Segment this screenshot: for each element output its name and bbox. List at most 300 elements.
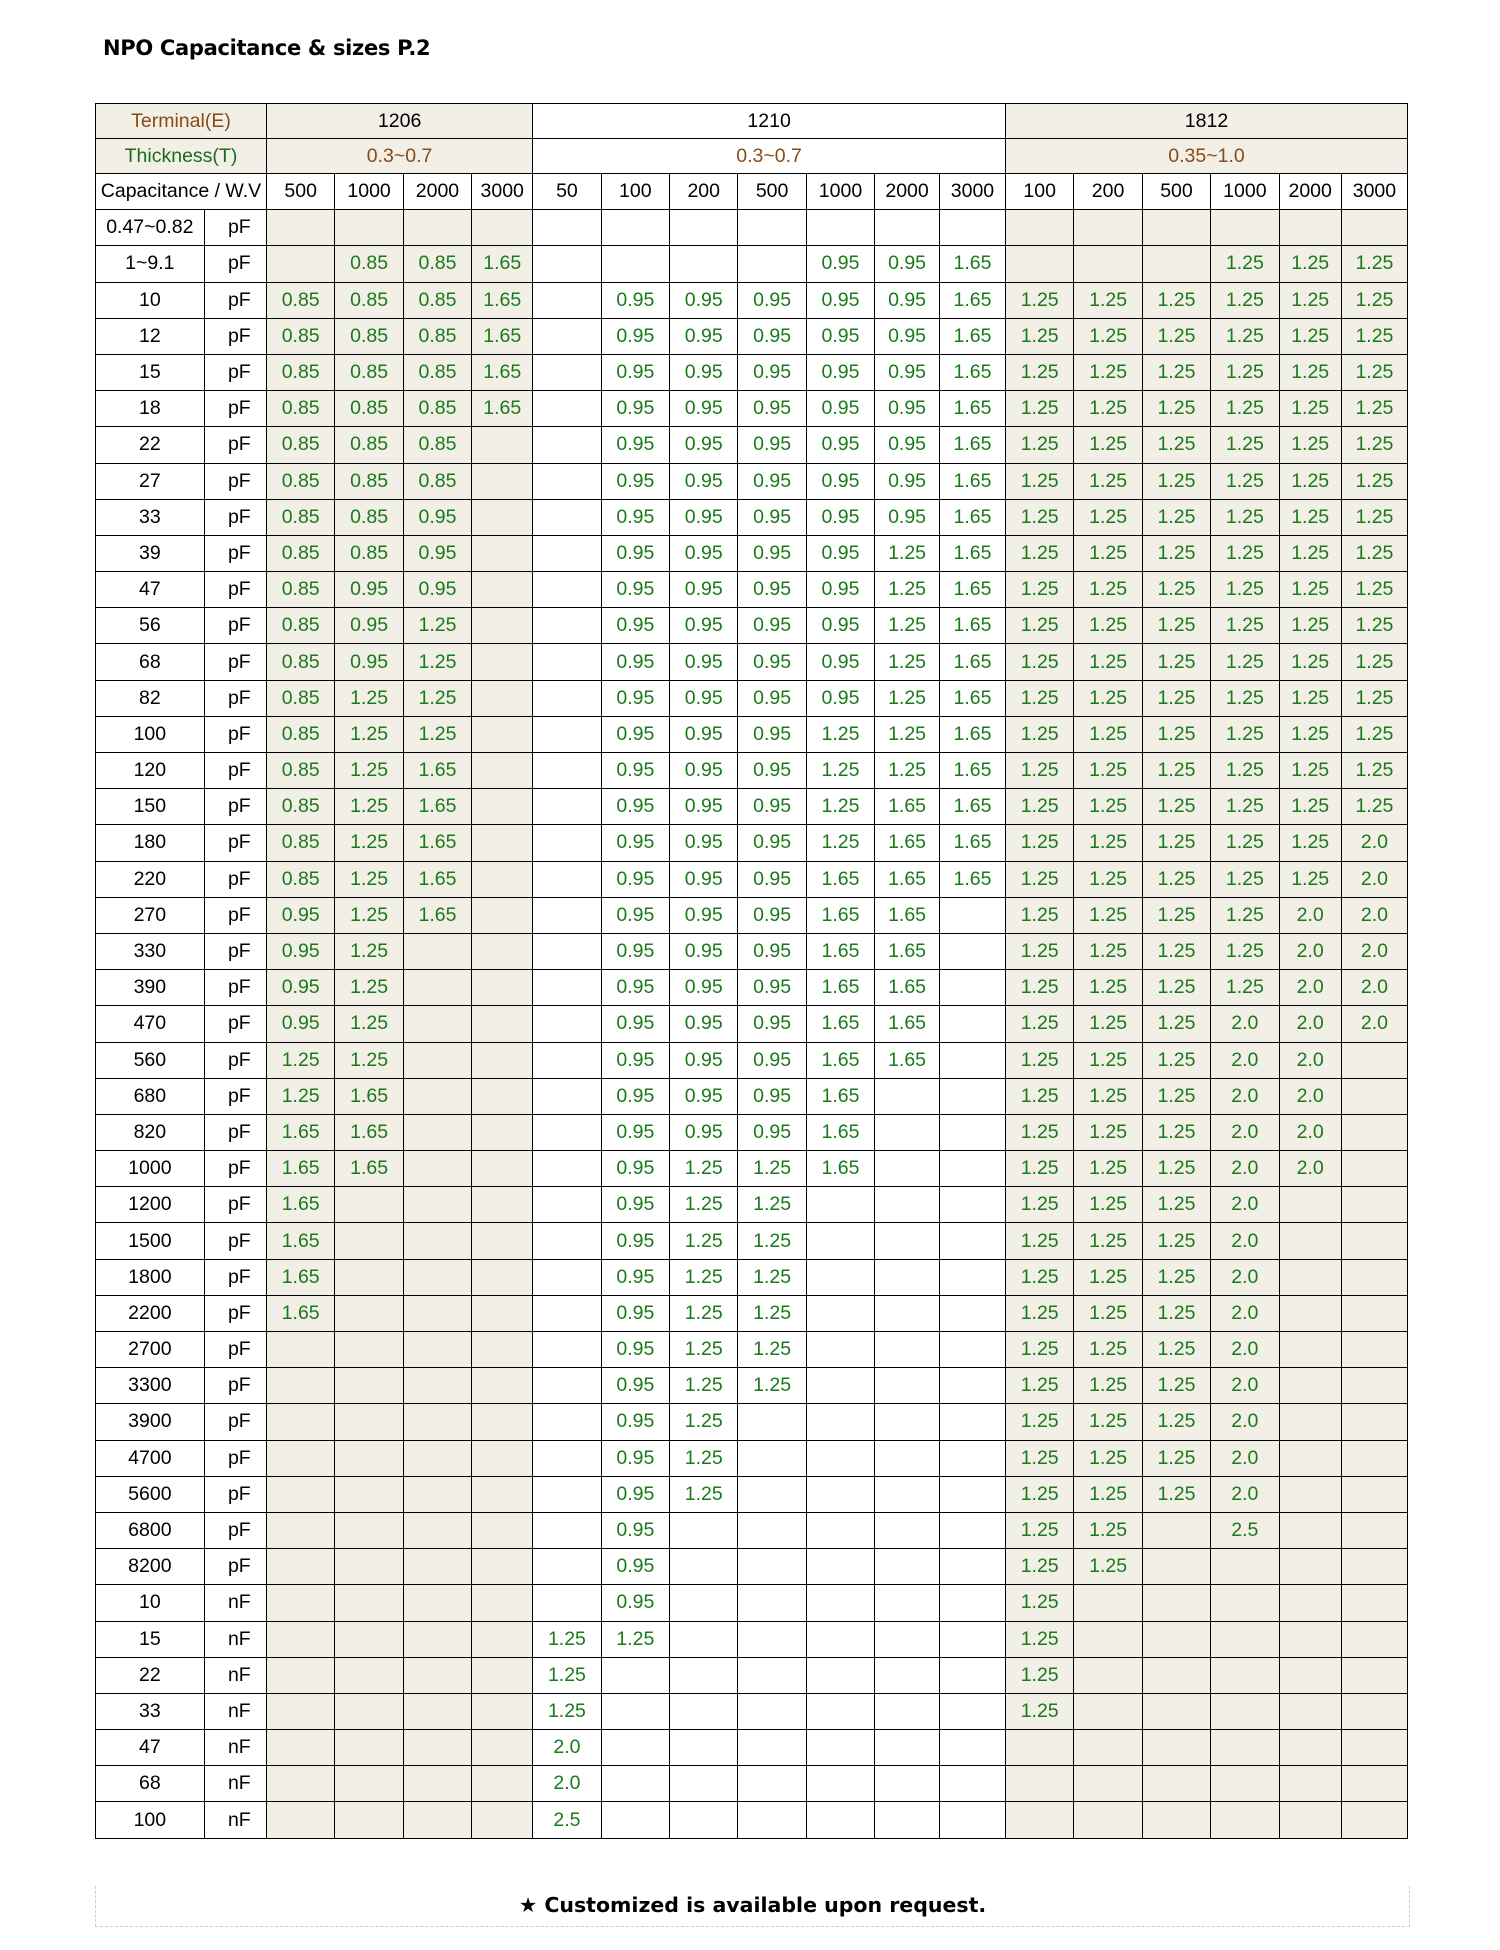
thickness-cell — [670, 1512, 738, 1548]
thickness-cell: 1.25 — [1279, 716, 1341, 752]
thickness-cell: 2.0 — [1279, 1006, 1341, 1042]
thickness-cell: 0.95 — [601, 861, 669, 897]
capacitance-unit: pF — [204, 1006, 266, 1042]
thickness-cell: 0.95 — [601, 1151, 669, 1187]
thickness-cell: 1.25 — [335, 1042, 403, 1078]
thickness-cell: 1.65 — [939, 427, 1005, 463]
thickness-cell: 1.25 — [1005, 1476, 1073, 1512]
thickness-cell: 1.25 — [1074, 391, 1142, 427]
thickness-cell: 1.25 — [1005, 825, 1073, 861]
table-row — [96, 1621, 1408, 1657]
thickness-cell — [806, 1332, 874, 1368]
thickness-cell — [472, 1476, 533, 1512]
capacitance-unit: nF — [204, 1585, 266, 1621]
thickness-cell — [875, 1440, 940, 1476]
table-row — [96, 1766, 1408, 1802]
thickness-cell — [266, 1802, 334, 1838]
thickness-cell: 2.0 — [1341, 897, 1407, 933]
thickness-cell: 0.95 — [670, 753, 738, 789]
thickness-cell — [533, 391, 601, 427]
thickness-cell: 0.95 — [601, 680, 669, 716]
thickness-cell: 0.95 — [670, 427, 738, 463]
thickness-cell — [1142, 1766, 1210, 1802]
thickness-cell: 1.65 — [939, 680, 1005, 716]
thickness-cell — [472, 463, 533, 499]
thickness-cell: 1.25 — [1341, 572, 1407, 608]
thickness-cell: 1.25 — [1279, 789, 1341, 825]
thickness-cell: 1.25 — [1211, 282, 1279, 318]
thickness-cell: 1.25 — [533, 1693, 601, 1729]
thickness-cell: 0.85 — [266, 825, 334, 861]
thickness-cell: 1.65 — [806, 1151, 874, 1187]
thickness-cell: 0.95 — [601, 825, 669, 861]
capacitance-unit: pF — [204, 897, 266, 933]
thickness-cell: 1.25 — [1211, 391, 1279, 427]
capacitance-value: 560 — [96, 1042, 205, 1078]
thickness-cell: 0.85 — [335, 246, 403, 282]
thickness-cell: 1.25 — [1005, 1585, 1073, 1621]
thickness-cell: 1.25 — [1074, 427, 1142, 463]
thickness-cell — [1005, 1766, 1073, 1802]
thickness-cell: 2.0 — [1279, 1042, 1341, 1078]
capacitance-value: 56 — [96, 608, 205, 644]
thickness-cell — [1279, 210, 1341, 246]
thickness-cell: 1.25 — [1211, 861, 1279, 897]
thickness-cell — [472, 825, 533, 861]
thickness-cell — [403, 210, 471, 246]
thickness-cell — [738, 1549, 806, 1585]
capacitance-value: 39 — [96, 535, 205, 571]
thickness-cell: 2.0 — [1211, 1295, 1279, 1331]
thickness-cell: 1.65 — [875, 1006, 940, 1042]
thickness-cell: 0.95 — [601, 572, 669, 608]
capacitance-unit: pF — [204, 825, 266, 861]
thickness-cell: 1.25 — [1074, 1476, 1142, 1512]
thickness-cell — [939, 1295, 1005, 1331]
thickness-cell — [472, 1259, 533, 1295]
thickness-cell — [601, 1766, 669, 1802]
thickness-cell — [1279, 1657, 1341, 1693]
thickness-cell: 0.95 — [670, 861, 738, 897]
thickness-cell — [1005, 210, 1073, 246]
thickness-cell: 1.25 — [1074, 318, 1142, 354]
thickness-cell: 0.85 — [266, 354, 334, 390]
thickness-cell — [939, 1476, 1005, 1512]
capacitance-unit: nF — [204, 1802, 266, 1838]
thickness-cell: 0.95 — [601, 463, 669, 499]
thickness-cell — [1341, 1114, 1407, 1150]
thickness-cell: 1.25 — [875, 716, 940, 752]
thickness-cell — [403, 1512, 471, 1548]
thickness-cell: 1.25 — [670, 1404, 738, 1440]
thickness-cell: 1.25 — [1142, 897, 1210, 933]
table-row — [96, 1006, 1408, 1042]
table-row — [96, 1585, 1408, 1621]
thickness-cell: 1.25 — [403, 608, 471, 644]
table-row — [96, 1657, 1408, 1693]
thickness-cell: 2.0 — [1279, 970, 1341, 1006]
thickness-cell — [806, 1259, 874, 1295]
thickness-cell: 0.95 — [738, 680, 806, 716]
thickness-cell: 0.95 — [601, 391, 669, 427]
thickness-cell — [472, 753, 533, 789]
thickness-cell — [266, 246, 334, 282]
thickness-cell — [875, 1766, 940, 1802]
thickness-cell: 1.65 — [806, 861, 874, 897]
thickness-cell: 1.25 — [1142, 1042, 1210, 1078]
thickness-cell: 0.95 — [601, 1512, 669, 1548]
thickness-cell — [806, 1730, 874, 1766]
thickness-cell — [875, 1404, 940, 1440]
capacitance-unit: pF — [204, 1440, 266, 1476]
capacitance-value: 18 — [96, 391, 205, 427]
thickness-cell: 1.25 — [670, 1368, 738, 1404]
thickness-cell: 0.95 — [670, 463, 738, 499]
thickness-cell — [1279, 1187, 1341, 1223]
thickness-cell: 2.0 — [1211, 1078, 1279, 1114]
thickness-cell: 1.25 — [335, 861, 403, 897]
thickness-cell: 1.25 — [1142, 1259, 1210, 1295]
thickness-cell — [1341, 1078, 1407, 1114]
thickness-cell: 0.95 — [601, 318, 669, 354]
thickness-cell — [533, 608, 601, 644]
thickness-cell: 0.85 — [266, 572, 334, 608]
thickness-cell: 1.25 — [1279, 463, 1341, 499]
thickness-cell: 0.95 — [266, 897, 334, 933]
thickness-cell: 0.95 — [738, 1006, 806, 1042]
thickness-cell — [875, 1730, 940, 1766]
thickness-cell — [472, 789, 533, 825]
thickness-cell — [335, 1440, 403, 1476]
thickness-cell: 1.65 — [266, 1151, 334, 1187]
thickness-cell: 1.25 — [1279, 499, 1341, 535]
thickness-cell — [875, 1151, 940, 1187]
thickness-cell — [403, 1440, 471, 1476]
thickness-cell — [1142, 1585, 1210, 1621]
thickness-cell — [472, 1006, 533, 1042]
thickness-cell — [335, 1657, 403, 1693]
thickness-cell: 1.25 — [1142, 1404, 1210, 1440]
thickness-cell: 0.95 — [601, 1440, 669, 1476]
thickness-cell — [335, 1259, 403, 1295]
thickness-cell: 1.25 — [1074, 1223, 1142, 1259]
thickness-cell: 1.65 — [806, 970, 874, 1006]
thickness-cell: 0.95 — [738, 970, 806, 1006]
thickness-cell: 0.95 — [738, 897, 806, 933]
thickness-cell — [533, 1404, 601, 1440]
thickness-cell: 0.85 — [266, 608, 334, 644]
thickness-cell — [806, 1404, 874, 1440]
thickness-cell: 1.25 — [1005, 1332, 1073, 1368]
thickness-cell — [939, 1585, 1005, 1621]
thickness-cell: 1.25 — [1005, 318, 1073, 354]
thickness-cell: 0.95 — [806, 282, 874, 318]
thickness-cell — [533, 1006, 601, 1042]
thickness-cell: 1.25 — [1074, 1042, 1142, 1078]
thickness-cell — [533, 535, 601, 571]
thickness-cell — [1279, 1295, 1341, 1331]
thickness-cell: 0.95 — [266, 970, 334, 1006]
table-row — [96, 572, 1408, 608]
thickness-cell: 2.0 — [533, 1730, 601, 1766]
thickness-cell — [335, 210, 403, 246]
thickness-cell: 1.25 — [533, 1621, 601, 1657]
thickness-cell: 0.95 — [738, 1078, 806, 1114]
capacitance-value: 1800 — [96, 1259, 205, 1295]
thickness-cell: 1.25 — [670, 1476, 738, 1512]
thickness-cell: 1.25 — [670, 1440, 738, 1476]
thickness-cell — [1211, 1657, 1279, 1693]
thickness-cell — [533, 933, 601, 969]
thickness-cell: 1.65 — [806, 1006, 874, 1042]
thickness-cell — [601, 246, 669, 282]
capacitance-unit: pF — [204, 1187, 266, 1223]
thickness-cell — [875, 1114, 940, 1150]
table-row — [96, 1332, 1408, 1368]
thickness-cell — [266, 1440, 334, 1476]
thickness-cell — [533, 1549, 601, 1585]
thickness-cell: 0.95 — [601, 1187, 669, 1223]
thickness-cell: 1.65 — [806, 897, 874, 933]
thickness-cell — [806, 1368, 874, 1404]
thickness-cell: 1.25 — [266, 1078, 334, 1114]
thickness-cell: 1.25 — [335, 789, 403, 825]
thickness-cell: 1.25 — [1142, 970, 1210, 1006]
thickness-cell: 1.25 — [1341, 680, 1407, 716]
thickness-cell — [875, 1332, 940, 1368]
thickness-cell — [266, 1766, 334, 1802]
thickness-cell: 1.25 — [1005, 1042, 1073, 1078]
terminal-label: Terminal(E) — [96, 104, 267, 139]
thickness-cell — [1211, 1585, 1279, 1621]
thickness-cell — [738, 210, 806, 246]
thickness-cell: 1.25 — [1074, 463, 1142, 499]
thickness-cell: 1.65 — [939, 246, 1005, 282]
thickness-cell — [939, 933, 1005, 969]
thickness-cell: 1.25 — [1074, 1368, 1142, 1404]
thickness-cell — [939, 1006, 1005, 1042]
capacitance-unit: pF — [204, 499, 266, 535]
thickness-cell — [670, 246, 738, 282]
thickness-cell: 1.25 — [1005, 354, 1073, 390]
thickness-cell: 0.85 — [266, 282, 334, 318]
voltage-row — [96, 174, 1408, 210]
thickness-cell: 1.25 — [1074, 354, 1142, 390]
thickness-cell: 1.25 — [1005, 427, 1073, 463]
thickness-cell: 1.65 — [472, 354, 533, 390]
thickness-cell — [738, 1730, 806, 1766]
thickness-cell: 1.25 — [1074, 716, 1142, 752]
thickness-cell: 1.25 — [601, 1621, 669, 1657]
thickness-cell: 0.95 — [738, 608, 806, 644]
table-row — [96, 897, 1408, 933]
table-row — [96, 1730, 1408, 1766]
thickness-cell — [533, 1114, 601, 1150]
thickness-cell — [738, 1621, 806, 1657]
thickness-cell: 2.0 — [1211, 1404, 1279, 1440]
table-row — [96, 210, 1408, 246]
thickness-cell: 1.65 — [939, 535, 1005, 571]
table-row — [96, 354, 1408, 390]
thickness-cell: 0.85 — [335, 463, 403, 499]
thickness-cell: 1.25 — [533, 1657, 601, 1693]
thickness-cell: 0.95 — [806, 680, 874, 716]
table-row — [96, 680, 1408, 716]
thickness-cell: 0.95 — [806, 535, 874, 571]
thickness-cell: 1.25 — [1005, 716, 1073, 752]
thickness-cell: 1.65 — [875, 825, 940, 861]
capacitance-value: 4700 — [96, 1440, 205, 1476]
thickness-cell — [601, 210, 669, 246]
thickness-cell — [533, 1368, 601, 1404]
thickness-cell: 0.85 — [403, 391, 471, 427]
thickness-cell — [472, 1621, 533, 1657]
thickness-cell: 0.95 — [670, 1078, 738, 1114]
thickness-cell: 1.25 — [1341, 246, 1407, 282]
thickness-cell — [670, 1766, 738, 1802]
thickness-cell — [939, 1404, 1005, 1440]
thickness-cell: 1.65 — [939, 572, 1005, 608]
capacitance-value: 1~9.1 — [96, 246, 205, 282]
thickness-cell: 1.25 — [1005, 282, 1073, 318]
thickness-cell: 0.85 — [266, 644, 334, 680]
thickness-cell — [939, 1802, 1005, 1838]
thickness-cell: 1.25 — [670, 1332, 738, 1368]
thickness-cell: 1.65 — [266, 1114, 334, 1150]
table-row — [96, 789, 1408, 825]
thickness-cell — [939, 1440, 1005, 1476]
thickness-cell — [335, 1332, 403, 1368]
thickness-cell — [403, 1332, 471, 1368]
thickness-cell: 1.65 — [403, 897, 471, 933]
thickness-cell: 0.95 — [601, 1476, 669, 1512]
thickness-cell — [939, 970, 1005, 1006]
thickness-cell — [1279, 1259, 1341, 1295]
capacitance-unit: pF — [204, 1114, 266, 1150]
thickness-cell — [1279, 1621, 1341, 1657]
table-row — [96, 1476, 1408, 1512]
thickness-cell: 1.25 — [1341, 391, 1407, 427]
thickness-cell — [472, 1114, 533, 1150]
thickness-cell — [1279, 1223, 1341, 1259]
thickness-cell: 1.65 — [939, 608, 1005, 644]
thickness-cell: 0.95 — [738, 318, 806, 354]
voltage-header: 200 — [670, 174, 738, 210]
thickness-cell: 0.85 — [335, 535, 403, 571]
thickness-cell: 1.25 — [1211, 753, 1279, 789]
thickness-cell: 0.95 — [806, 644, 874, 680]
table-row — [96, 499, 1408, 535]
thickness-cell: 1.25 — [1074, 1549, 1142, 1585]
thickness-cell — [472, 1332, 533, 1368]
table-row — [96, 1042, 1408, 1078]
thickness-cell: 0.95 — [875, 499, 940, 535]
thickness-cell: 1.25 — [1142, 1151, 1210, 1187]
thickness-cell: 1.65 — [875, 861, 940, 897]
thickness-cell: 2.0 — [1341, 825, 1407, 861]
thickness-cell: 1.25 — [1142, 1078, 1210, 1114]
thickness-cell: 1.65 — [472, 391, 533, 427]
thickness-cell — [806, 1657, 874, 1693]
thickness-cell — [875, 1078, 940, 1114]
capacitance-unit: pF — [204, 535, 266, 571]
thickness-cell — [403, 970, 471, 1006]
thickness-cell: 1.25 — [1074, 861, 1142, 897]
thickness-cell: 1.25 — [670, 1223, 738, 1259]
thickness-cell: 2.0 — [1279, 897, 1341, 933]
thickness-cell: 1.25 — [266, 1042, 334, 1078]
thickness-cell — [601, 1802, 669, 1838]
thickness-cell: 1.25 — [1005, 1549, 1073, 1585]
thickness-cell: 1.25 — [1005, 1151, 1073, 1187]
thickness-cell: 1.25 — [670, 1151, 738, 1187]
thickness-cell: 2.0 — [1211, 1114, 1279, 1150]
thickness-cell: 0.85 — [266, 318, 334, 354]
thickness-cell: 1.65 — [875, 1042, 940, 1078]
thickness-cell — [1341, 1766, 1407, 1802]
thickness-cell: 0.85 — [266, 427, 334, 463]
capacitance-unit: pF — [204, 427, 266, 463]
thickness-cell — [472, 933, 533, 969]
thickness-cell: 1.25 — [1279, 680, 1341, 716]
thickness-cell — [1341, 1042, 1407, 1078]
thickness-cell: 1.25 — [1279, 354, 1341, 390]
thickness-cell: 1.25 — [1341, 427, 1407, 463]
thickness-cell — [472, 1042, 533, 1078]
thickness-cell — [1341, 1693, 1407, 1729]
table-row — [96, 318, 1408, 354]
capacitance-value: 470 — [96, 1006, 205, 1042]
capacitance-value: 120 — [96, 753, 205, 789]
thickness-cell: 0.95 — [738, 753, 806, 789]
thickness-cell: 1.25 — [335, 933, 403, 969]
thickness-cell: 1.25 — [1074, 1151, 1142, 1187]
thickness-cell: 1.25 — [1142, 535, 1210, 571]
thickness-cell: 1.25 — [1005, 463, 1073, 499]
thickness-cell — [875, 1223, 940, 1259]
table-row — [96, 282, 1408, 318]
capacitance-value: 390 — [96, 970, 205, 1006]
thickness-cell: 1.65 — [472, 246, 533, 282]
thickness-cell: 0.95 — [601, 1114, 669, 1150]
table-row — [96, 825, 1408, 861]
capacitance-wv-label: Capacitance / W.V — [96, 174, 267, 210]
thickness-cell — [1341, 1549, 1407, 1585]
thickness-cell: 1.25 — [1074, 825, 1142, 861]
voltage-header: 500 — [738, 174, 806, 210]
thickness-cell — [472, 210, 533, 246]
thickness-cell — [472, 1223, 533, 1259]
thickness-cell: 0.95 — [670, 1114, 738, 1150]
thickness-cell — [738, 1404, 806, 1440]
thickness-cell — [533, 1187, 601, 1223]
thickness-cell: 0.95 — [335, 608, 403, 644]
capacitance-value: 1500 — [96, 1223, 205, 1259]
table-row — [96, 1368, 1408, 1404]
thickness-cell — [738, 1440, 806, 1476]
thickness-cell: 1.25 — [670, 1295, 738, 1331]
thickness-cell: 1.25 — [1005, 789, 1073, 825]
thickness-cell: 1.25 — [1005, 753, 1073, 789]
thickness-cell — [472, 1730, 533, 1766]
thickness-cell — [806, 1549, 874, 1585]
thickness-cell — [472, 499, 533, 535]
thickness-cell: 1.65 — [806, 933, 874, 969]
thickness-cell: 1.25 — [1005, 680, 1073, 716]
thickness-cell: 1.25 — [1074, 1078, 1142, 1114]
thickness-cell: 1.25 — [335, 1006, 403, 1042]
thickness-cell: 1.65 — [875, 970, 940, 1006]
